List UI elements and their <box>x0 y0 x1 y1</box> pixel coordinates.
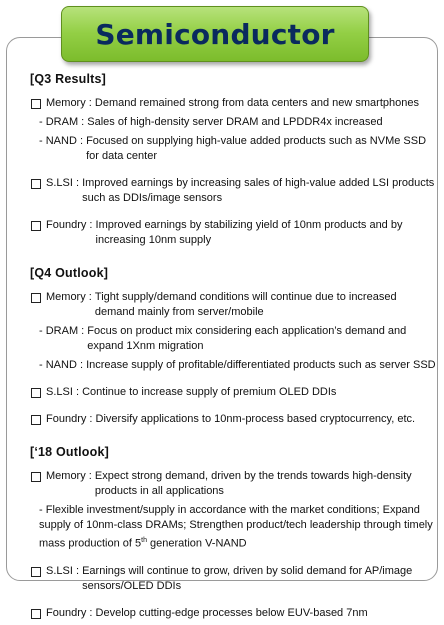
checkbox-square-icon <box>31 221 41 231</box>
checkbox-square-icon <box>31 567 41 577</box>
q4-memory-item: Memory : Tight supply/demand conditions will continue due to increased demand mainly from server/mobile <box>30 290 436 320</box>
q4-nand-subitem: - NAND : Increase supply of profitable/differentiated products such as server SSD <box>39 359 436 371</box>
checkbox-square-icon <box>31 388 41 398</box>
checkbox-square-icon <box>31 609 41 619</box>
item-text: Continue to increase supply of premium OLED DDIs <box>82 386 337 398</box>
item-text: Demand remained strong from data centers and new smartphones <box>94 97 419 109</box>
item-label: Foundry <box>46 219 87 231</box>
q3-dram-subitem: - DRAM : Sales of high-density server DRAM and LPDDR4x increased <box>39 115 436 130</box>
subitem-text: Focus on product mix considering each application’s demand and expand 1Xnm migration <box>87 325 407 352</box>
item-text: Develop cutting-edge processes below EUV-based 7nm <box>95 606 368 619</box>
item-label: S.LSI <box>46 177 73 189</box>
item-text: Tight supply/demand conditions will continue due to increased demand mainly from server/mobile <box>94 291 397 318</box>
subitem-label: - NAND <box>39 359 77 371</box>
checkbox-square-icon <box>31 293 41 303</box>
section-heading-q3: [Q3 Results] <box>30 72 107 86</box>
item-label: Memory <box>46 470 86 482</box>
item-label: S.LSI <box>46 386 73 398</box>
q4-dram-subitem: - DRAM : Focus on product mix considering each application’s demand and expand 1Xnm migration <box>39 324 436 354</box>
q3-memory-item: Memory : Demand remained strong from data centers and new smartphones <box>30 96 436 111</box>
subitem-label: - NAND <box>39 135 77 147</box>
subitem-text: - Flexible investment/supply in accordance with the market conditions; Expand supply of 10nm-class DRAMs; Strengthen product/tech leadership through timely mass production of 5th generation V-NAND <box>39 504 433 550</box>
subitem-text: Focused on supplying high-value added products such as NVMe SSD for data center <box>86 135 427 162</box>
page-title: Semiconductor <box>95 17 335 51</box>
section-heading-18-outlook: [‘18 Outlook] <box>30 445 109 459</box>
y18-slsi-item: S.LSI : Earnings will continue to grow, driven by solid demand for AP/image sensors/OLED DDIs <box>30 564 436 594</box>
q4-foundry-item: Foundry : Diversify applications to 10nm-process based cryptocurrency, etc. <box>30 412 436 427</box>
checkbox-square-icon <box>31 472 41 482</box>
item-label: Foundry <box>46 606 87 619</box>
item-text: Diversify applications to 10nm-process based cryptocurrency, etc. <box>95 413 416 425</box>
item-label: Memory <box>46 291 86 303</box>
y18-flexible-subitem <box>39 503 436 552</box>
q3-nand-subitem: - NAND : Focused on supplying high-value added products such as NVMe SSD for data center <box>39 134 436 164</box>
item-label: Foundry <box>46 413 87 425</box>
item-label: Memory <box>46 97 86 109</box>
checkbox-square-icon <box>31 415 41 425</box>
subitem-label: - DRAM <box>39 325 79 337</box>
content-body <box>30 72 436 625</box>
item-text: Improved earnings by stabilizing yield of 10nm products and by increasing 10nm supply <box>95 219 403 246</box>
q4-slsi-item: S.LSI : Continue to increase supply of premium OLED DDIs <box>30 385 436 400</box>
subitem-text: Sales of high-density server DRAM and LPDDR4x increased <box>87 116 383 128</box>
item-text: Improved earnings by increasing sales of high-value added LSI products such as DDIs/image sensors <box>82 177 435 204</box>
item-label: S.LSI <box>46 564 73 577</box>
q3-slsi-item: S.LSI : Improved earnings by increasing sales of high-value added LSI products such as DDIs/image sensors <box>30 176 436 206</box>
checkbox-square-icon <box>31 179 41 189</box>
item-text: Earnings will continue to grow, driven by solid demand for AP/image sensors/OLED DDIs <box>82 564 413 592</box>
subitem-text: Increase supply of profitable/differentiated products such as server SSD <box>86 359 436 371</box>
section-heading-q4: [Q4 Outlook] <box>30 266 109 280</box>
checkbox-square-icon <box>31 99 41 109</box>
q3-foundry-item: Foundry : Improved earnings by stabilizing yield of 10nm products and by increasing 10nm supply <box>30 218 436 248</box>
y18-foundry-item: Foundry : Develop cutting-edge processes below EUV-based 7nm <box>30 606 436 621</box>
title-banner <box>61 6 369 62</box>
item-text: Expect strong demand, driven by the trends towards high-density products in all applications <box>94 470 412 497</box>
y18-memory-item: Memory : Expect strong demand, driven by the trends towards high-density products in all applications <box>30 469 436 499</box>
subitem-label: - DRAM <box>39 116 79 128</box>
